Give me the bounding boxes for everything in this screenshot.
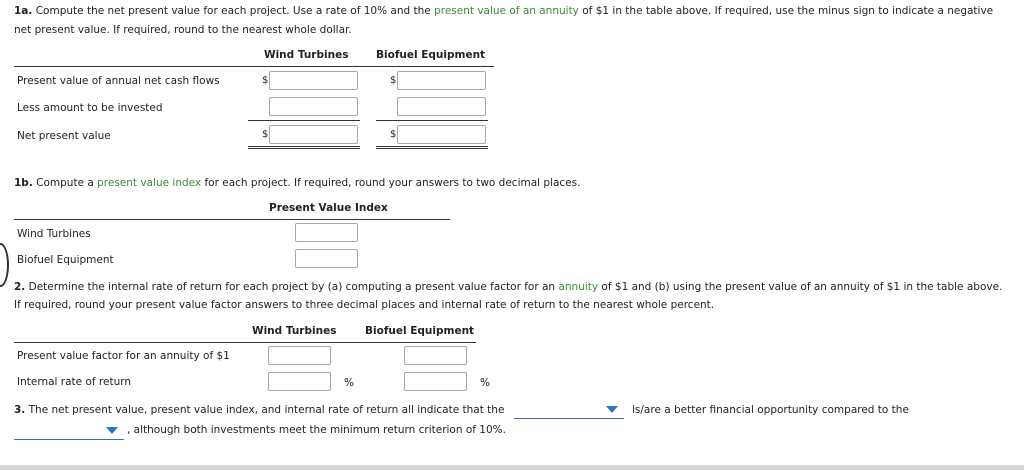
q1a-wind-total-rule: [248, 146, 360, 149]
q1a-bio-sum-rule: [376, 120, 488, 121]
q1a-row-npv-label: Net present value: [17, 130, 111, 142]
q2-text1: Determine the internal rate of return for each project by (a) computing a present value factor for an: [25, 281, 559, 293]
q2-col-biofuel: Biofuel Equipment: [365, 325, 475, 337]
q2-col-wind: Wind Turbines: [252, 325, 337, 337]
q2-factor-wind-input[interactable]: [268, 346, 331, 365]
q3-dropdown-1[interactable]: [514, 400, 624, 420]
q3-prefix: 3.: [14, 404, 26, 416]
q1a-text1: Compute the net present value for each project. Use a rate of 10% and the: [32, 5, 435, 17]
q1a-row-pv-label: Present value of annual net cash flows: [17, 75, 220, 87]
q3-prompt-part2: is/are a better financial opportunity compared to the: [632, 404, 909, 416]
q1a-prompt-line1: [14, 5, 993, 17]
q1a-dollar-bio-3: $: [390, 129, 397, 140]
chevron-down-icon: [606, 406, 618, 413]
q2-pct-biofuel: %: [480, 377, 490, 389]
q1b-text1: Compute a: [32, 177, 98, 189]
q2-prompt-line2: If required, round your present value factor answers to three decimal places and internal rate of return to the nearest whole percent.: [14, 299, 715, 311]
q2-irr-biofuel-input[interactable]: [404, 372, 467, 391]
q2-text2: of $1 and (b) using the present value of an annuity of $1 in the table above.: [598, 281, 1003, 293]
q1b-row-biofuel-label: Biofuel Equipment: [17, 254, 114, 266]
q3-dropdown-2-underline: [14, 439, 124, 440]
q1b-row-wind-label: Wind Turbines: [17, 228, 91, 240]
chevron-down-icon: [106, 427, 118, 434]
q2-link[interactable]: annuity: [558, 281, 599, 293]
q1a-dollar-wind-1: $: [262, 75, 269, 86]
q1a-pv-biofuel-input[interactable]: [397, 71, 486, 90]
q2-prompt-line1: [14, 281, 1002, 293]
q2-factor-biofuel-input[interactable]: [404, 346, 467, 365]
q1b-biofuel-input[interactable]: [295, 249, 358, 268]
left-edge-marker: [0, 243, 9, 287]
q1b-prefix: 1b.: [14, 177, 33, 189]
q1a-text2: of $1 in the table above. If required, use the minus sign to indicate a negative: [578, 5, 994, 17]
q1a-row-invest-label: Less amount to be invested: [17, 102, 163, 114]
q1a-pv-wind-input[interactable]: [269, 71, 358, 90]
q3-dropdown-1-underline: [514, 418, 624, 419]
bottom-divider: [0, 465, 1024, 470]
q2-irr-wind-input[interactable]: [268, 372, 331, 391]
q1a-npv-biofuel-input[interactable]: [397, 125, 486, 144]
q2-prefix: 2.: [14, 281, 26, 293]
q1a-npv-wind-input[interactable]: [269, 125, 358, 144]
q2-row-irr-label: Internal rate of return: [17, 376, 132, 388]
q1b-col-pvi: Present Value Index: [269, 202, 388, 214]
q3-dropdown-2[interactable]: [14, 421, 124, 441]
q2-header-rule: [14, 342, 476, 343]
q1a-wind-sum-rule: [248, 120, 360, 121]
q1a-col-wind: Wind Turbines: [264, 49, 349, 61]
q1a-prefix: 1a.: [14, 5, 33, 17]
q1a-prompt-line2: net present value. If required, round to the nearest whole dollar.: [14, 24, 352, 36]
q3-prompt-part1: [14, 404, 504, 416]
q1b-prompt: [14, 177, 580, 189]
q1a-dollar-wind-3: $: [262, 129, 269, 140]
q3-prompt-part3: , although both investments meet the minimum return criterion of 10%.: [127, 424, 506, 436]
q3-text1: The net present value, present value index, and internal rate of return all indicate that the: [25, 404, 505, 416]
q1b-text2: for each project. If required, round your answers to two decimal places.: [201, 177, 581, 189]
q1a-invest-biofuel-input[interactable]: [397, 97, 486, 116]
q1a-col-biofuel: Biofuel Equipment: [376, 49, 486, 61]
q1b-header-rule: [14, 219, 450, 220]
q1a-header-rule: [14, 66, 494, 67]
q1a-bio-total-rule: [376, 146, 488, 149]
q2-pct-wind: %: [344, 377, 354, 389]
q1b-link[interactable]: present value index: [97, 177, 202, 189]
q1b-wind-input[interactable]: [295, 223, 358, 242]
q1a-invest-wind-input[interactable]: [269, 97, 358, 116]
q1a-dollar-bio-1: $: [390, 75, 397, 86]
q2-row-factor-label: Present value factor for an annuity of $1: [17, 350, 230, 362]
q1a-link[interactable]: present value of an annuity: [434, 5, 579, 17]
